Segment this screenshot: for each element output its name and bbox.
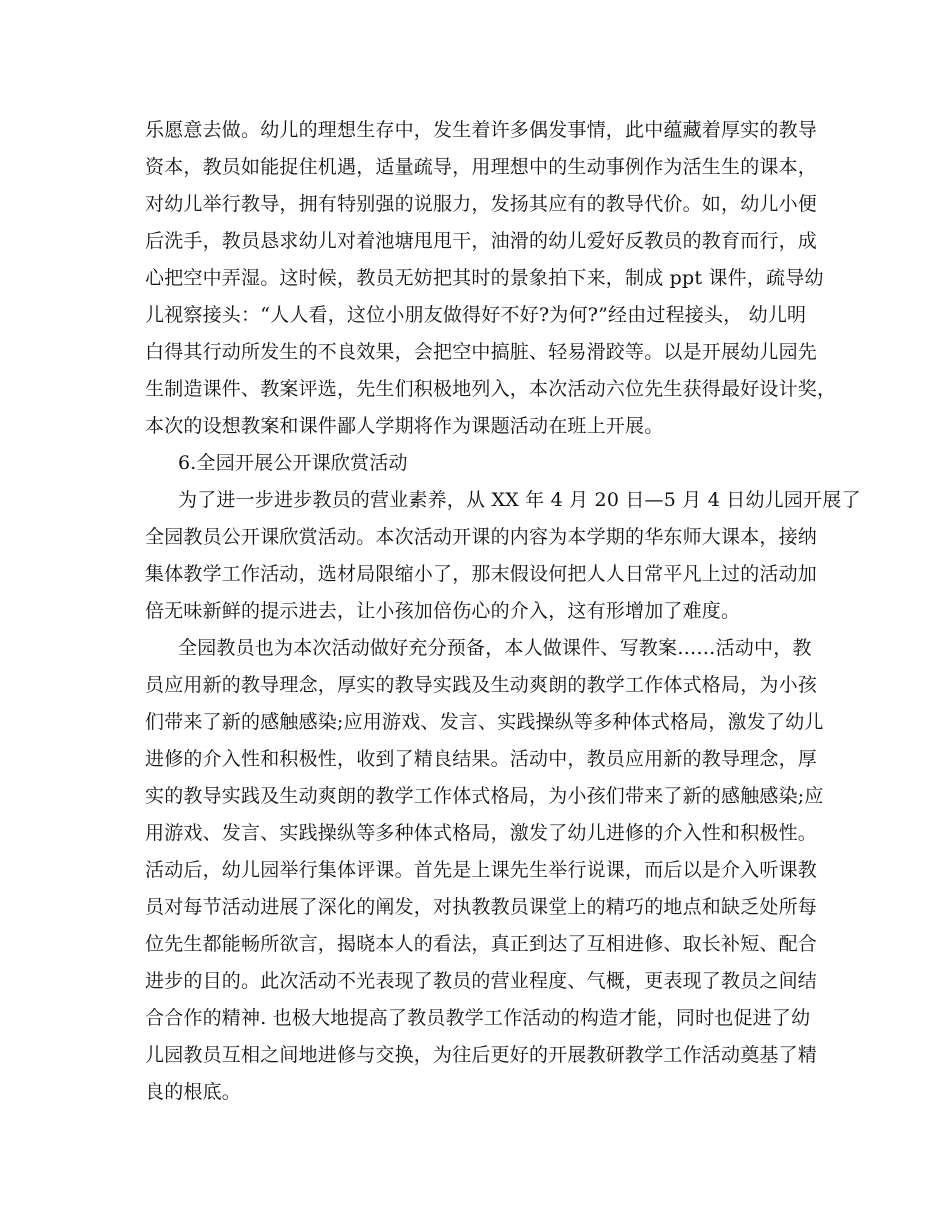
text-line: 用游戏、发言、实践操纵等多种体式格局，激发了幼儿进修的介入性和积极性。 — [145, 822, 818, 844]
text-line: 位先生都能畅所欲言，揭晓本人的看法，真正到达了互相进修、取长补短、配合 — [145, 933, 818, 955]
text-line: 本次的设想教案和课件鄙人学期将作为课题活动在班上开展。 — [145, 415, 664, 437]
section-heading: 6.全园开展公开课欣赏活动 — [178, 452, 408, 474]
text-line: 生制造课件、教案评选，先生们积极地列入，本次活动六位先生获得最好设计奖， — [145, 378, 837, 400]
text-line: 进修的介入性和积极性，收到了精良结果。活动中，教员应用新的教导理念，厚 — [145, 748, 818, 770]
text-line: 全园教员也为本次活动做好充分预备，本人做课件、写教案……活动中，教 — [178, 637, 812, 659]
text-line: 后洗手，教员恳求幼儿对着池塘甩甩干，油滑的幼儿爱好反教员的教育而行，成 — [145, 230, 818, 252]
text-line: 为了进一步进步教员的营业素养，从 XX 年 4 月 20 日—5 月 4 日幼儿园开展了 — [178, 489, 861, 511]
paragraph-open-class — [145, 482, 861, 630]
text-line: 进步的目的。此次活动不光表现了教员的营业程度、气概，更表现了教员之间结 — [145, 970, 818, 992]
paragraph-preparation — [145, 630, 824, 1111]
text-line: 白得其行动所发生的不良效果，会把空中搞脏、轻易滑跤等。以是开展幼儿园先 — [145, 341, 818, 363]
text-line: 儿视察接头：“人人看，这位小朋友做得好不好?为何?”经由过程接头， 幼儿明 — [145, 304, 807, 326]
text-line: 合合作的精神. 也极大地提高了教员教学工作活动的构造才能，同时也促进了幼 — [145, 1007, 811, 1029]
text-line: 全园教员公开课欣赏活动。本次活动开课的内容为本学期的华东师大课本，接纳 — [145, 526, 818, 548]
text-line: 实的教导实践及生动爽朗的教学工作体式格局，为小孩们带来了新的感触感染;应 — [145, 785, 824, 807]
text-line: 儿园教员互相之间地进修与交换，为往后更好的开展教研教学工作活动奠基了精 — [145, 1044, 818, 1066]
text-line: 倍无味新鲜的提示进去，让小孩加倍伤心的介入，这有形增加了难度。 — [145, 600, 741, 622]
paragraph-continuation — [145, 112, 837, 445]
document-body — [145, 112, 861, 1111]
text-line: 资本，教员如能捉住机遇，适量疏导，用理想中的生动事例作为活生生的课本， — [145, 156, 818, 178]
text-line: 心把空中弄湿。这时候，教员无妨把其时的景象拍下来，制成 ppt 课件，疏导幼 — [145, 267, 824, 289]
text-line: 员应用新的教导理念，厚实的教导实践及生动爽朗的教学工作体式格局，为小孩 — [145, 674, 818, 696]
text-line: 乐愿意去做。幼儿的理想生存中，发生着许多偶发事情，此中蕴藏着厚实的教导 — [145, 119, 818, 141]
text-line: 活动后，幼儿园举行集体评课。首先是上课先生举行说课，而后以是介入听课教 — [145, 859, 818, 881]
text-line: 对幼儿举行教导，拥有特别强的说服力，发扬其应有的教导代价。如，幼儿小便 — [145, 193, 818, 215]
text-line: 们带来了新的感触感染;应用游戏、发言、实践操纵等多种体式格局，激发了幼儿 — [145, 711, 824, 733]
text-line: 良的根底。 — [145, 1081, 242, 1103]
text-line: 员对每节活动进展了深化的阐发，对执教教员课堂上的精巧的地点和缺乏处所每 — [145, 896, 818, 918]
text-line: 集体教学工作活动，选材局限缩小了，那末假设何把人人日常平凡上过的活动加 — [145, 563, 818, 585]
